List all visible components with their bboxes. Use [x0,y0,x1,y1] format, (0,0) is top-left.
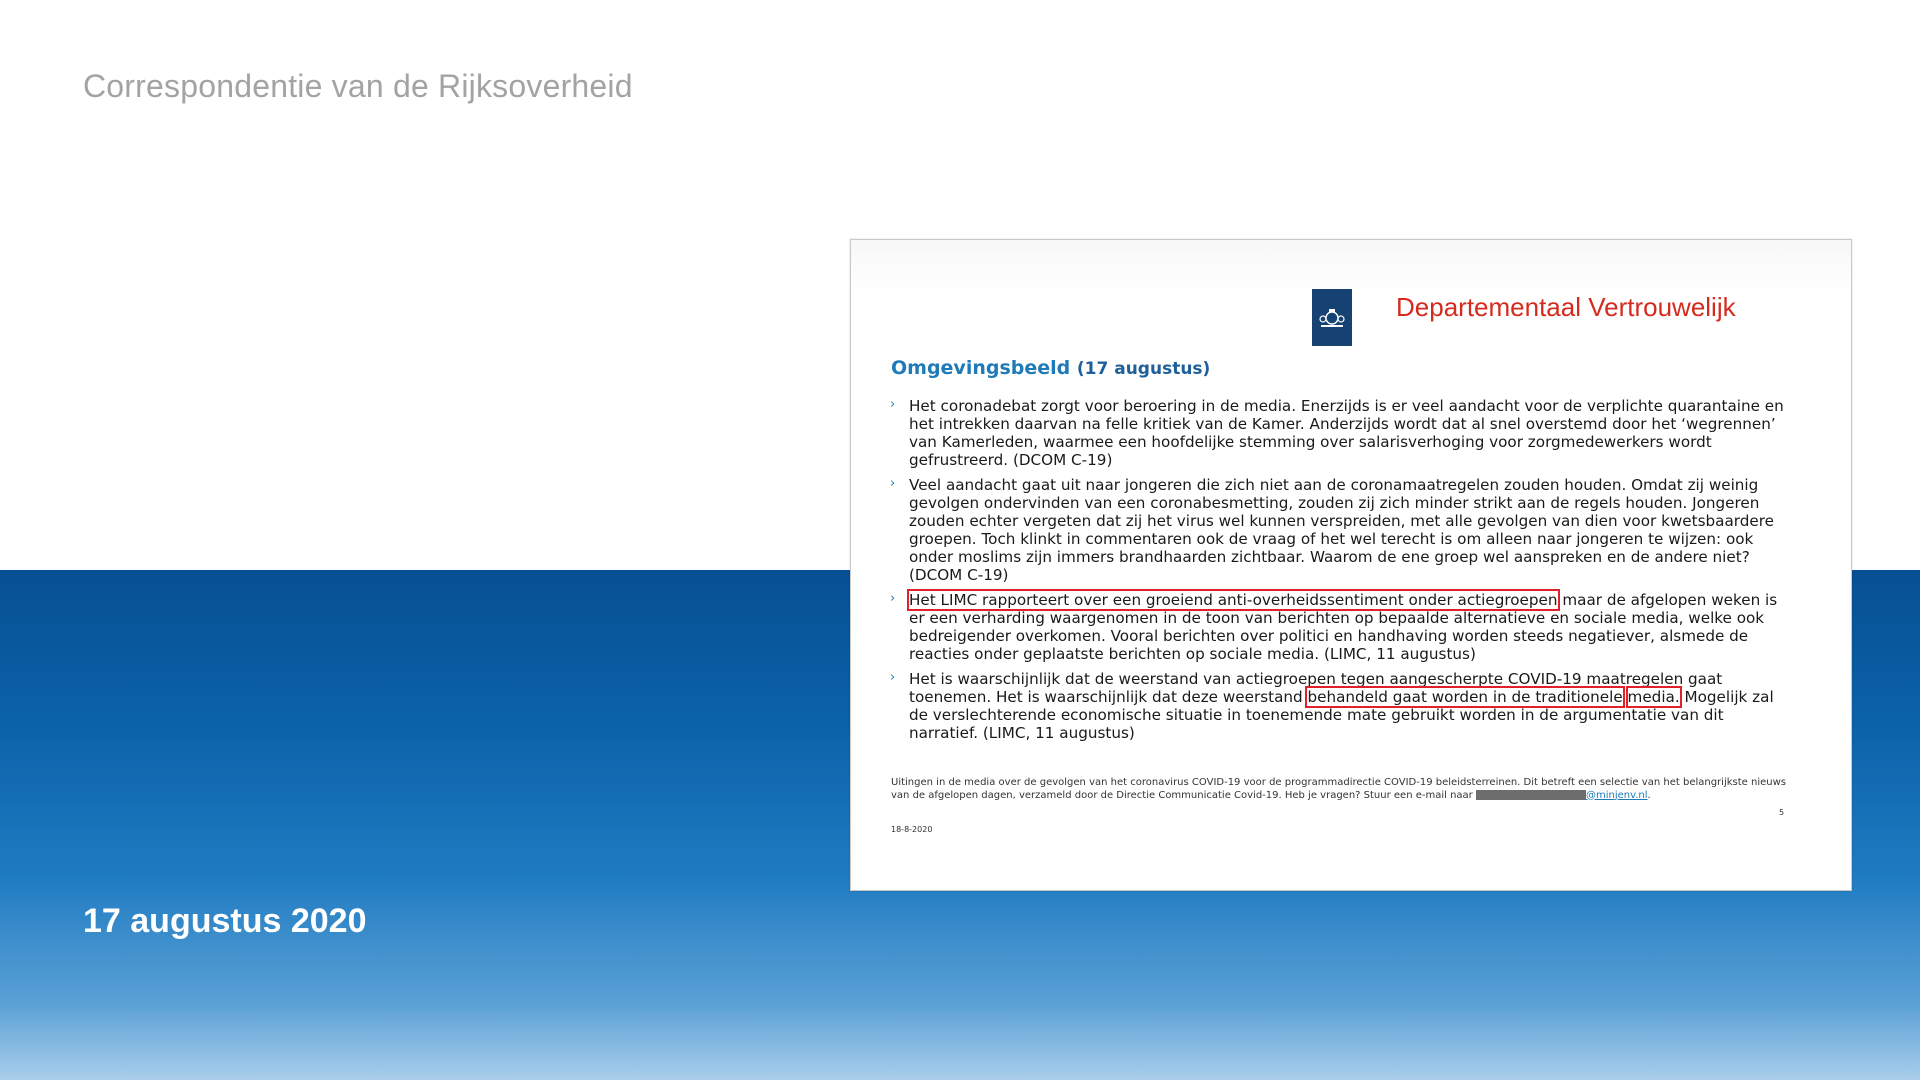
classification-label: Departementaal Vertrouwelijk [1396,292,1736,322]
chevron-right-icon: › [890,476,896,491]
bullet-item-1 [889,397,1789,469]
document-image [850,239,1852,891]
footer-email-suffix: . [1647,789,1651,801]
bullet-text-space [1623,688,1628,706]
bullet-text: Veel aandacht gaat uit naar jongeren die zich niet aan de coronamaatregelen zouden houden. Omdat zij weinig gevolgen ondervinden van een coronabesmetting, zouden zij zich minder strikt aan de regels houden. Jongeren zouden echter vergeten dat zij het virus wel kunnen verspreiden, met alle gevolgen van dien voor kwetsbaardere groepen. Toch klinkt in commentaren ook de vraag of het wel terecht is om alleen naar jongeren te wijzen: ook onder moslims zijn immers brandhaarden zichtbaar. Waarom de ene groep wel aanspreken en de andere niet? (DCOM C-19) [909,476,1774,584]
bullet-item-3 [889,591,1789,663]
highlighted-phrase: behandeld gaat worden in de traditionele [1307,688,1623,706]
page-number: 5 [1779,808,1785,817]
document-heading [891,357,1210,379]
bullet-item-4 [889,670,1789,742]
coat-of-arms-icon [1318,307,1346,329]
bullet-item-2 [889,476,1789,584]
page-header-title: Correspondentie van de Rijksoverheid [83,68,633,104]
chevron-right-icon: › [890,591,896,606]
document-page [851,240,1851,890]
bullet-text: Mogelijk zal de verslechterende economische situatie in toenemende mate gebruikt worden in de argumentatie van dit narratief. (LIMC, 11 augustus) [909,688,1774,742]
document-date: 18-8-2020 [891,825,933,834]
bullet-text: Het coronadebat zorgt voor beroering in de media. Enerzijds is er veel aandacht voor de verplichte quarantaine en het intrekken daarvan na felle kritiek van de Kamer. Anderzijds wordt dat al snel overstemd door het ‘wegrennen’ van Kamerleden, waarmee een hoofdelijke stemming over salarisverhoging voor zorgmedewerkers wordt gefrustreerd. (DCOM C-19) [909,397,1784,469]
publication-date: 17 augustus 2020 [83,902,367,940]
highlighted-phrase: Het LIMC rapporteert over een groeiend anti-overheidssentiment onder actiegroepen [909,591,1558,609]
heading-title: Omgevingsbeeld [891,357,1071,379]
rijksoverheid-logo [1312,289,1352,346]
document-footer [891,777,1786,802]
chevron-right-icon: › [890,397,896,412]
bullet-text: maar de afgelopen weken is er een verharding waargenomen in de toon van berichten op bepaalde alternatieve en sociale media, welke ook bedreigender overkomen. Vooral berichten over politici en handhaving worden steeds negatiever, alsmede de reacties onder geplaatste berichten op sociale media. (LIMC, 11 augustus) [909,591,1778,663]
heading-date: (17 augustus) [1076,359,1211,379]
redaction-block [1476,790,1586,800]
bullet-text: Het is waarschijnlijk dat de weerstand van actiegroepen tegen aangescherpte COVID-19 maatregelen gaat toenemen. Het is waarschijnlijk dat deze weerstand [909,670,1723,706]
bullet-list [889,397,1789,749]
highlighted-phrase: media. [1627,688,1680,706]
footer-email: @minjenv.nl [1585,789,1648,801]
chevron-right-icon: › [890,670,896,685]
footer-text: Uitingen in de media over de gevolgen van het coronavirus COVID-19 voor de programmadirectie COVID-19 beleidsterreinen. Dit betreft een selectie van het belangrijkste nieuws van de afgelopen dagen, verzameld door de Directie Communicatie Covid-19. Heb je vragen? Stuur een e-mail naar [891,777,1786,801]
